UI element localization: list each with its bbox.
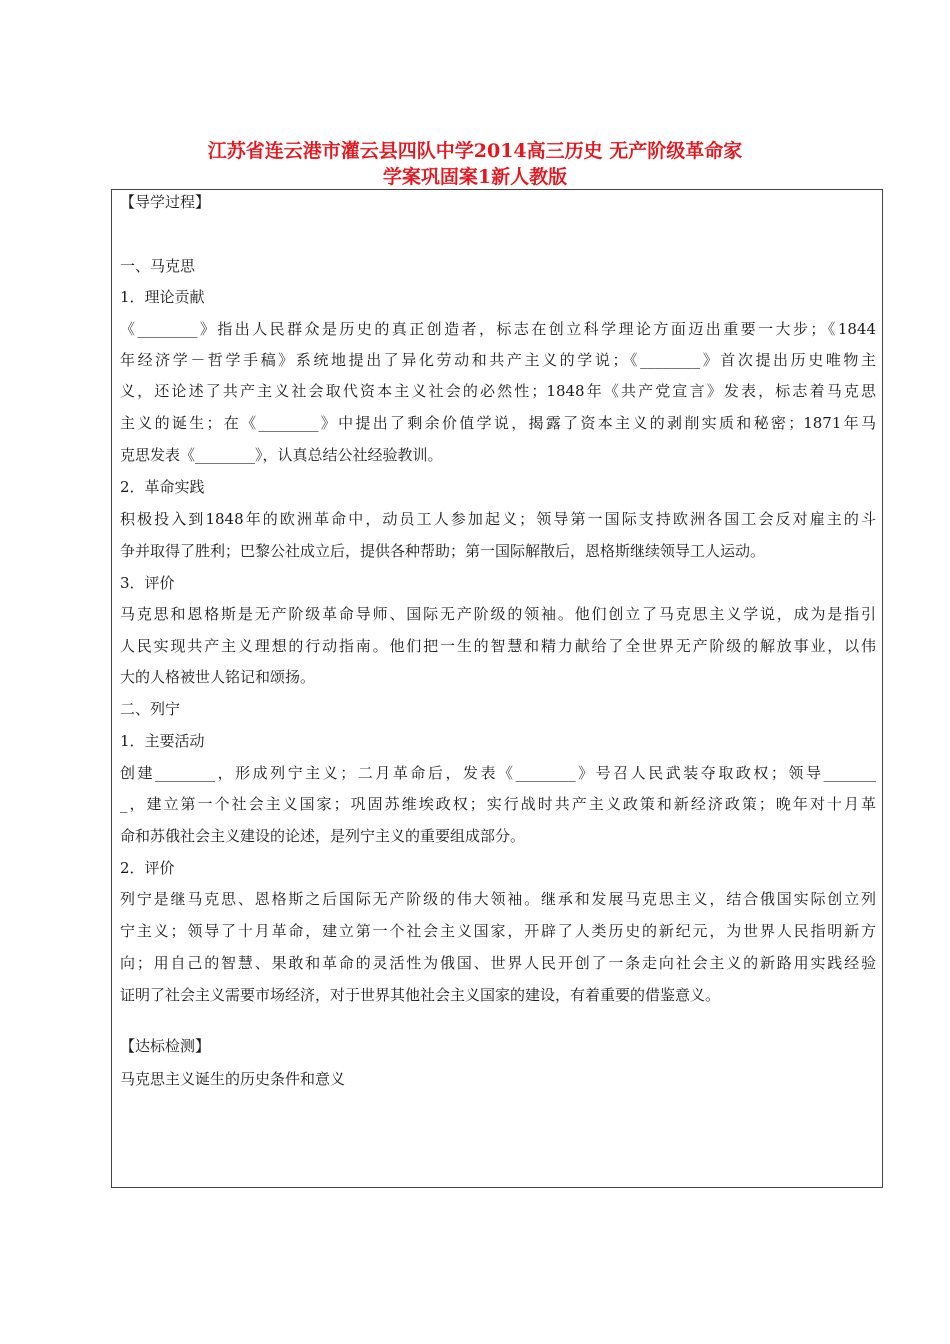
lenin-evaluation-heading: 2．评价 [120, 859, 175, 877]
marx-practice-heading: 2．革命实践 [120, 478, 205, 496]
marx-theory-line: 克思发表《________》，认真总结公社经验教训。 [120, 446, 443, 464]
marx-theory-line: 主义的诞生；在《________》中提出了剩余价值学说，揭露了资本主义的剥削实质和秘密；1871年马 [120, 414, 876, 432]
lenin-activities-heading: 1．主要活动 [120, 732, 205, 750]
marx-heading: 一、马克思 [120, 257, 196, 275]
marx-evaluation-heading: 3．评价 [120, 574, 175, 592]
marx-evaluation-line: 大的人格被世人铭记和颂扬。 [120, 668, 316, 686]
marx-practice-line: 争并取得了胜利；巴黎公社成立后，提供各种帮助；第一国际解散后，恩格斯继续领导工人运动。 [120, 542, 766, 560]
document-title-line-2: 学案巩固案1新人教版 [382, 166, 568, 188]
lenin-activities-line: 创建________，形成列宁主义；二月革命后，发表《________》号召人民武装夺取政权；领导_______ [120, 764, 876, 782]
lenin-heading: 二、列宁 [120, 700, 181, 718]
marx-evaluation-line: 马克思和恩格斯是无产阶级革命导师、国际无产阶级的领袖。他们创立了马克思主义学说，成为是指引 [120, 605, 876, 623]
marx-theory-line: 义，还论述了共产主义社会取代资本主义社会的必然性；1848年《共产党宣言》发表，标志着马克思 [120, 382, 876, 400]
marx-theory-line: 《________》指出人民群众是历史的真正创造者，标志在创立科学理论方面迈出重要一大步；《1844 [120, 320, 876, 338]
lenin-activities-line: 命和苏俄社会主义建设的论述，是列宁主义的重要组成部分。 [120, 827, 526, 845]
lenin-evaluation-line: 列宁是继马克思、恩格斯之后国际无产阶级的伟大领袖。继承和发展马克思主义，结合俄国实际创立列 [120, 890, 876, 908]
marx-theory-heading: 1．理论贡献 [120, 288, 205, 306]
document-title-line-1: 江苏省连云港市灌云县四队中学2014高三历史 无产阶级革命家 [207, 140, 743, 162]
test-question: 马克思主义诞生的历史条件和意义 [120, 1070, 346, 1088]
marx-practice-line: 积极投入到1848年的欧洲革命中，动员工人参加起义；领导第一国际支持欧洲各国工会反对雇主的斗 [120, 510, 876, 528]
lenin-activities-line: _，建立第一个社会主义国家；巩固苏维埃政权；实行战时共产主义政策和新经济政策；晚年对十月革 [120, 795, 876, 813]
marx-theory-line: 年经济学－哲学手稿》系统地提出了异化劳动和共产主义的学说；《________》首次提出历史唯物主 [120, 351, 876, 369]
lenin-evaluation-line: 证明了社会主义需要市场经济，对于世界其他社会主义国家的建设，有着重要的借鉴意义。 [120, 986, 721, 1004]
test-section-header: 【达标检测】 [120, 1037, 211, 1055]
marx-evaluation-line: 人民实现共产主义理想的行动指南。他们把一生的智慧和精力献给了全世界无产阶级的解放事业，以伟 [120, 637, 876, 655]
lenin-evaluation-line: 宁主义；领导了十月革命，建立第一个社会主义国家，开辟了人类历史的新纪元，为世界人民指明新方 [120, 922, 876, 940]
guide-section-header: 【导学过程】 [120, 193, 211, 211]
lenin-evaluation-line: 向；用自己的智慧、果敢和革命的灵活性为俄国、世界人民开创了一条走向社会主义的新路用实践经验 [120, 954, 876, 972]
